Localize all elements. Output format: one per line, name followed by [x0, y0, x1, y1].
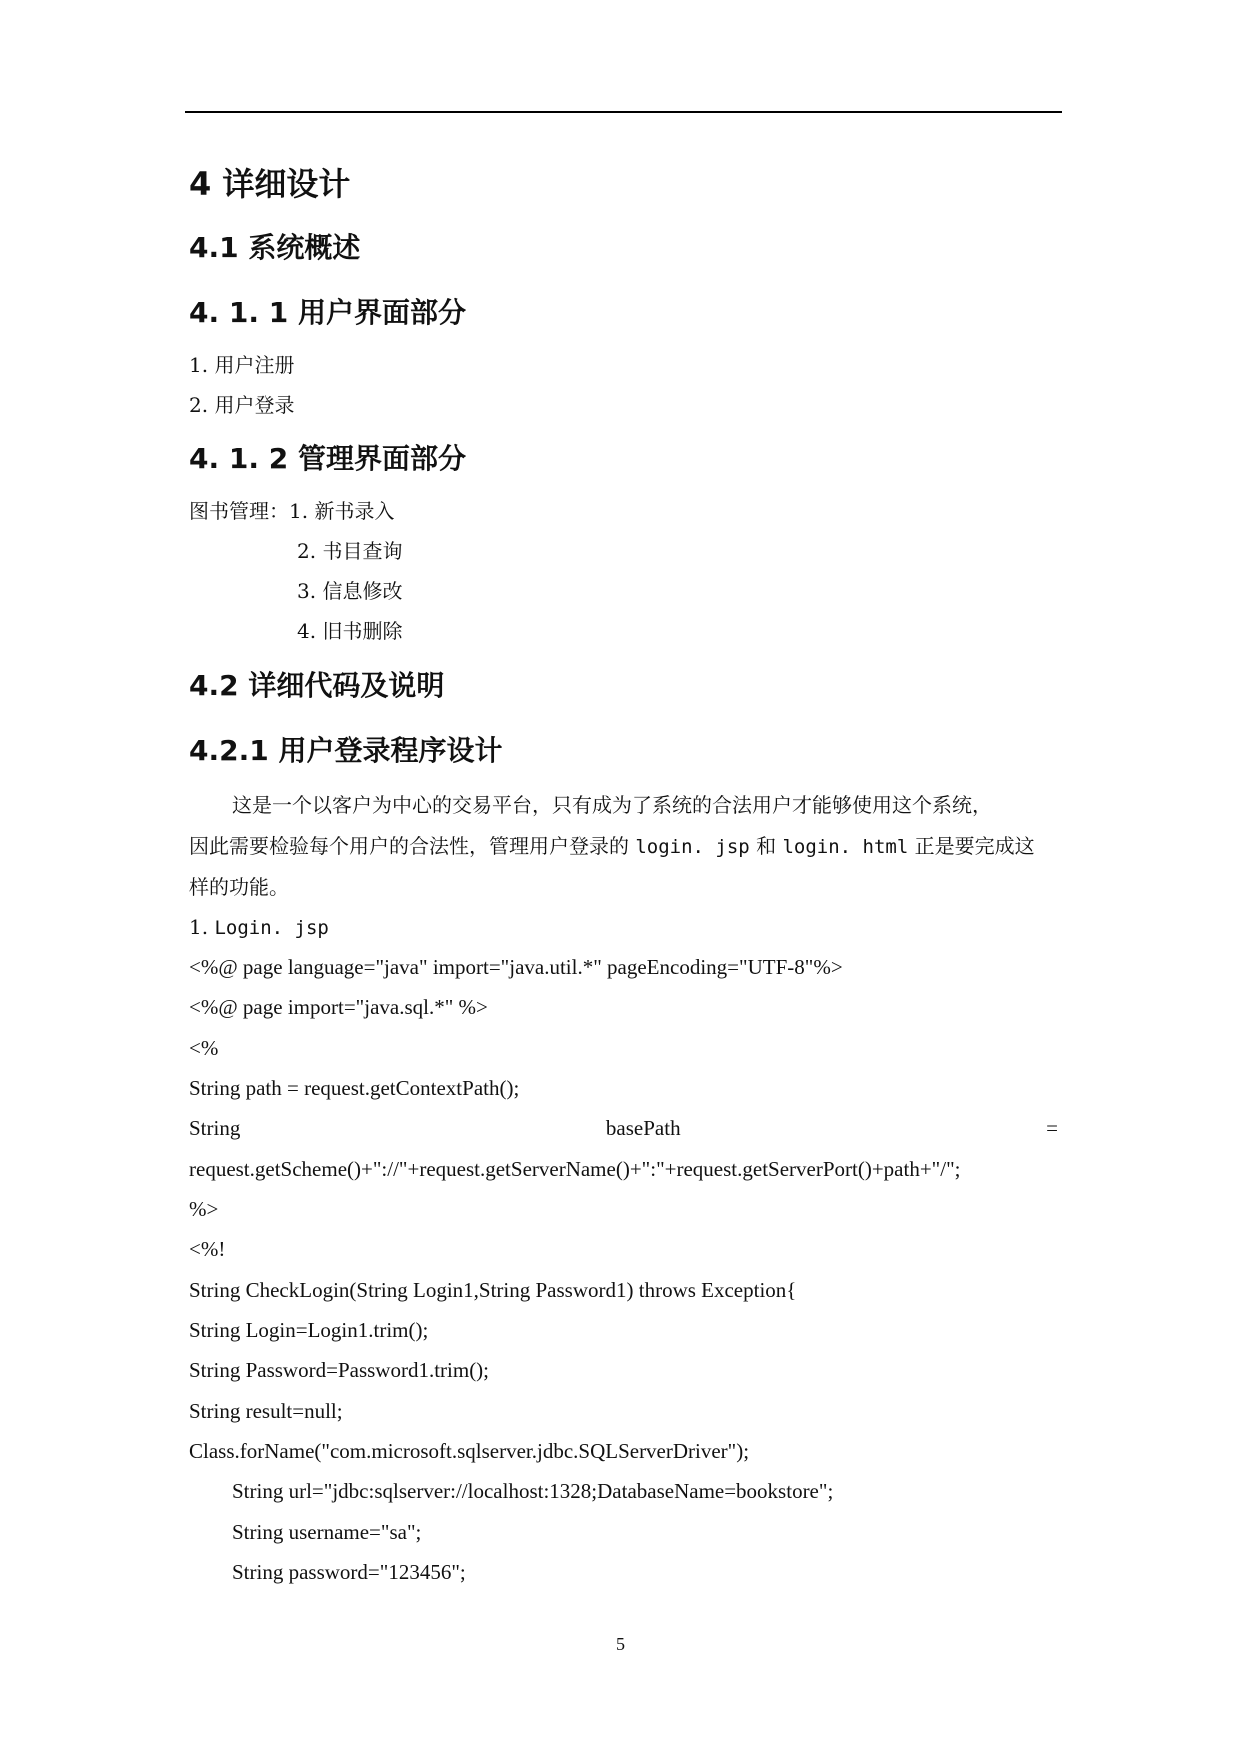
intro-text: 正是要完成这 — [908, 834, 1035, 858]
admin-ui-label: 图书管理： — [189, 499, 289, 523]
code-line-1: <%@ page language="java" import="java.util.*" pageEncoding="UTF-8"%> — [189, 955, 843, 979]
heading-4-1-1: 4. 1. 1 用户界面部分 — [189, 296, 466, 329]
intro-line-1: 这是一个以客户为中心的交易平台，只有成为了系统的合法用户才能够使用这个系统， — [232, 793, 992, 817]
heading-chapter-4: 4 详细设计 — [189, 165, 351, 203]
user-ui-item-1: 1. 用户注册 — [189, 353, 295, 377]
code-title — [189, 913, 329, 942]
code-line-14: String url="jdbc:sqlserver://localhost:1328;DatabaseName=bookstore"; — [232, 1479, 834, 1503]
heading-4-2: 4.2 详细代码及说明 — [189, 669, 445, 702]
code-line-12: String result=null; — [189, 1399, 343, 1423]
admin-ui-item-2: 2. 书目查询 — [297, 539, 403, 563]
code-line-9: String CheckLogin(String Login1,String Password1) throws Exception{ — [189, 1278, 797, 1302]
intro-text: 因此需要检验每个用户的合法性，管理用户登录的 — [189, 834, 636, 858]
code-line-5-part-2: basePath — [605, 1116, 681, 1140]
code-line-16: String password="123456"; — [232, 1560, 466, 1584]
code-line-10: String Login=Login1.trim(); — [189, 1318, 429, 1342]
code-line-6: request.getScheme()+"://"+request.getServerName()+":"+request.getServerPort()+path+"/"; — [189, 1157, 961, 1181]
code-line-3: <% — [189, 1036, 219, 1060]
heading-4-2-1: 4.2.1 用户登录程序设计 — [189, 734, 503, 767]
code-line-11: String Password=Password1.trim(); — [189, 1358, 490, 1382]
code-title-number: 1. — [189, 915, 215, 939]
code-line-8: <%! — [189, 1237, 226, 1261]
code-line-2: <%@ page import="java.sql.*" %> — [189, 995, 488, 1019]
header-rule — [185, 111, 1062, 113]
code-line-4: String path = request.getContextPath(); — [189, 1076, 520, 1100]
page-number: 5 — [616, 1634, 625, 1654]
heading-4-1: 4.1 系统概述 — [189, 231, 361, 264]
code-line-5-part-3: = — [1046, 1116, 1058, 1140]
code-line-15: String username="sa"; — [232, 1520, 422, 1544]
admin-ui-item-1: 1. 新书录入 — [289, 499, 395, 523]
code-title-file: Login. jsp — [214, 917, 329, 939]
intro-line-2 — [189, 832, 1035, 861]
admin-ui-item-4: 4. 旧书删除 — [297, 619, 403, 643]
code-line-7: %> — [189, 1197, 219, 1221]
intro-line-3: 样的功能。 — [189, 875, 289, 899]
admin-ui-row-1 — [189, 497, 394, 525]
inline-code-login-html: login. html — [782, 836, 909, 858]
inline-code-login-jsp: login. jsp — [635, 836, 750, 858]
admin-ui-item-3: 3. 信息修改 — [297, 579, 403, 603]
code-line-5 — [189, 1114, 1058, 1142]
heading-4-1-2: 4. 1. 2 管理界面部分 — [189, 442, 466, 475]
code-line-13: Class.forName("com.microsoft.sqlserver.jdbc.SQLServerDriver"); — [189, 1439, 750, 1463]
intro-text: 和 — [749, 834, 783, 858]
user-ui-item-2: 2. 用户登录 — [189, 393, 295, 417]
code-line-5-part-1: String — [189, 1116, 241, 1140]
